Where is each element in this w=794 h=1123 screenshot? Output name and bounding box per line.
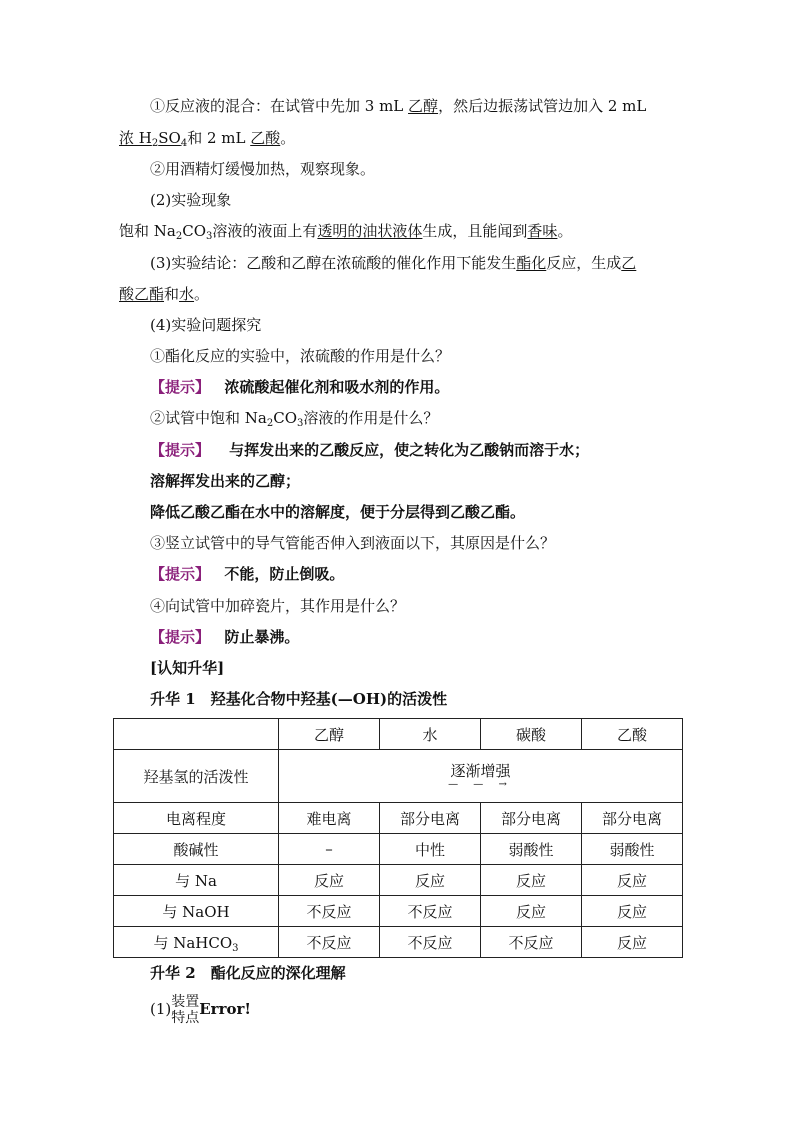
phenomenon-heading: (2)实验现象 — [150, 191, 232, 209]
table-row — [114, 803, 683, 834]
device-feature-line: (1) 装置 特点 Error! — [150, 994, 251, 1026]
answer-2-line3: 降低乙酸乙酯在水中的溶解度，便于分层得到乙酸乙酯。 — [150, 503, 526, 521]
table-cell: 部分电离 — [582, 803, 683, 834]
table-cell: 反应 — [279, 865, 380, 896]
table-cell: 不反应 — [279, 896, 380, 927]
table-cell: 反应 — [582, 865, 683, 896]
table-row — [114, 750, 683, 803]
answer-2-line2: 溶解挥发出来的乙醇； — [150, 472, 301, 490]
trend-text: 逐渐增强 — [450, 761, 511, 780]
table-cell: 反应 — [582, 927, 683, 958]
device-feature-stack: 装置 特点 — [171, 994, 200, 1026]
table-cell: 部分电离 — [380, 803, 481, 834]
row-label: 与 Na — [114, 865, 279, 896]
hydroxyl-activity-table — [113, 718, 683, 958]
answer-3: 【提示】 不能，防止倒吸。 — [150, 565, 345, 583]
hint-label: 【提示】 — [150, 441, 211, 459]
table-cell: 中性 — [380, 834, 481, 865]
table-row — [114, 927, 683, 958]
table-header-cell: 乙酸 — [582, 719, 683, 750]
table-cell: 反应 — [481, 896, 582, 927]
phenomenon-text: 饱和 $Na_2CO_3$溶液的液面上有透明的油状液体生成，且能闻到香味。 — [119, 222, 573, 242]
step1-line1: ①反应液的混合：在试管中先加 3 mL 乙醇，然后边振荡试管边加入 2 mL — [150, 97, 647, 115]
trend-cell — [279, 750, 683, 803]
answer-4: 【提示】 防止暴沸。 — [150, 628, 300, 646]
subsection-2-title: 升华 2 酯化反应的深化理解 — [150, 964, 346, 982]
table-header-cell: 乙醇 — [279, 719, 380, 750]
question-2: ②试管中饱和 $Na_2CO_3$溶液的作用是什么？ — [150, 409, 439, 429]
step1-line2: 浓 $H_2SO_4$和 2 mL 乙酸。 — [119, 129, 296, 149]
subsection-1-title: 升华 1 羟基化合物中羟基(—OH)的活泼性 — [150, 690, 448, 708]
row-label: 与 NaHCO$_3$ — [114, 927, 279, 958]
table-row — [114, 865, 683, 896]
table-cell: 反应 — [481, 865, 582, 896]
question-1: ①酯化反应的实验中，浓硫酸的作用是什么？ — [150, 347, 451, 365]
answer-1: 【提示】 浓硫酸起催化剂和吸水剂的作用。 — [150, 378, 450, 396]
hint-label: 【提示】 — [150, 628, 211, 646]
trend-arrow: — — → — [448, 778, 513, 790]
table-cell: 弱酸性 — [481, 834, 582, 865]
table-header-cell: 碳酸 — [481, 719, 582, 750]
step2-line: ②用酒精灯缓慢加热，观察现象。 — [150, 160, 376, 178]
table-cell: 反应 — [380, 865, 481, 896]
table-cell: 不反应 — [481, 927, 582, 958]
answer-2: 【提示】 与挥发出来的乙酸反应，使之转化为乙酸钠而溶于水； — [150, 441, 590, 459]
hint-label: 【提示】 — [150, 565, 211, 583]
table-cell: 部分电离 — [481, 803, 582, 834]
row-label: 羟基氢的活泼性 — [114, 750, 279, 803]
table-header-cell: 水 — [380, 719, 481, 750]
question-3: ③竖立试管中的导气管能否伸入到液面以下，其原因是什么？ — [150, 534, 556, 552]
section-title: [认知升华] — [150, 659, 225, 677]
table-row — [114, 834, 683, 865]
inquiry-heading: (4)实验问题探究 — [150, 316, 262, 334]
row-label: 电离程度 — [114, 803, 279, 834]
table-cell: 难电离 — [279, 803, 380, 834]
row-label: 酸碱性 — [114, 834, 279, 865]
table-cell: 不反应 — [279, 927, 380, 958]
conclusion-line2: 酸乙酯和水。 — [119, 285, 210, 303]
row-label: 与 NaOH — [114, 896, 279, 927]
table-cell: 弱酸性 — [582, 834, 683, 865]
table-row — [114, 896, 683, 927]
table-cell: 反应 — [582, 896, 683, 927]
question-4: ④向试管中加碎瓷片，其作用是什么？ — [150, 597, 406, 615]
table-cell: – — [279, 834, 380, 865]
hint-label: 【提示】 — [150, 378, 211, 396]
table-cell: 不反应 — [380, 896, 481, 927]
conclusion-line1: (3)实验结论：乙酸和乙醇在浓硫酸的催化作用下能发生酯化反应，生成乙 — [150, 254, 637, 272]
table-header-row — [114, 719, 683, 750]
table-cell: 不反应 — [380, 927, 481, 958]
table-header-cell — [114, 719, 279, 750]
error-text: Error! — [199, 1000, 251, 1018]
